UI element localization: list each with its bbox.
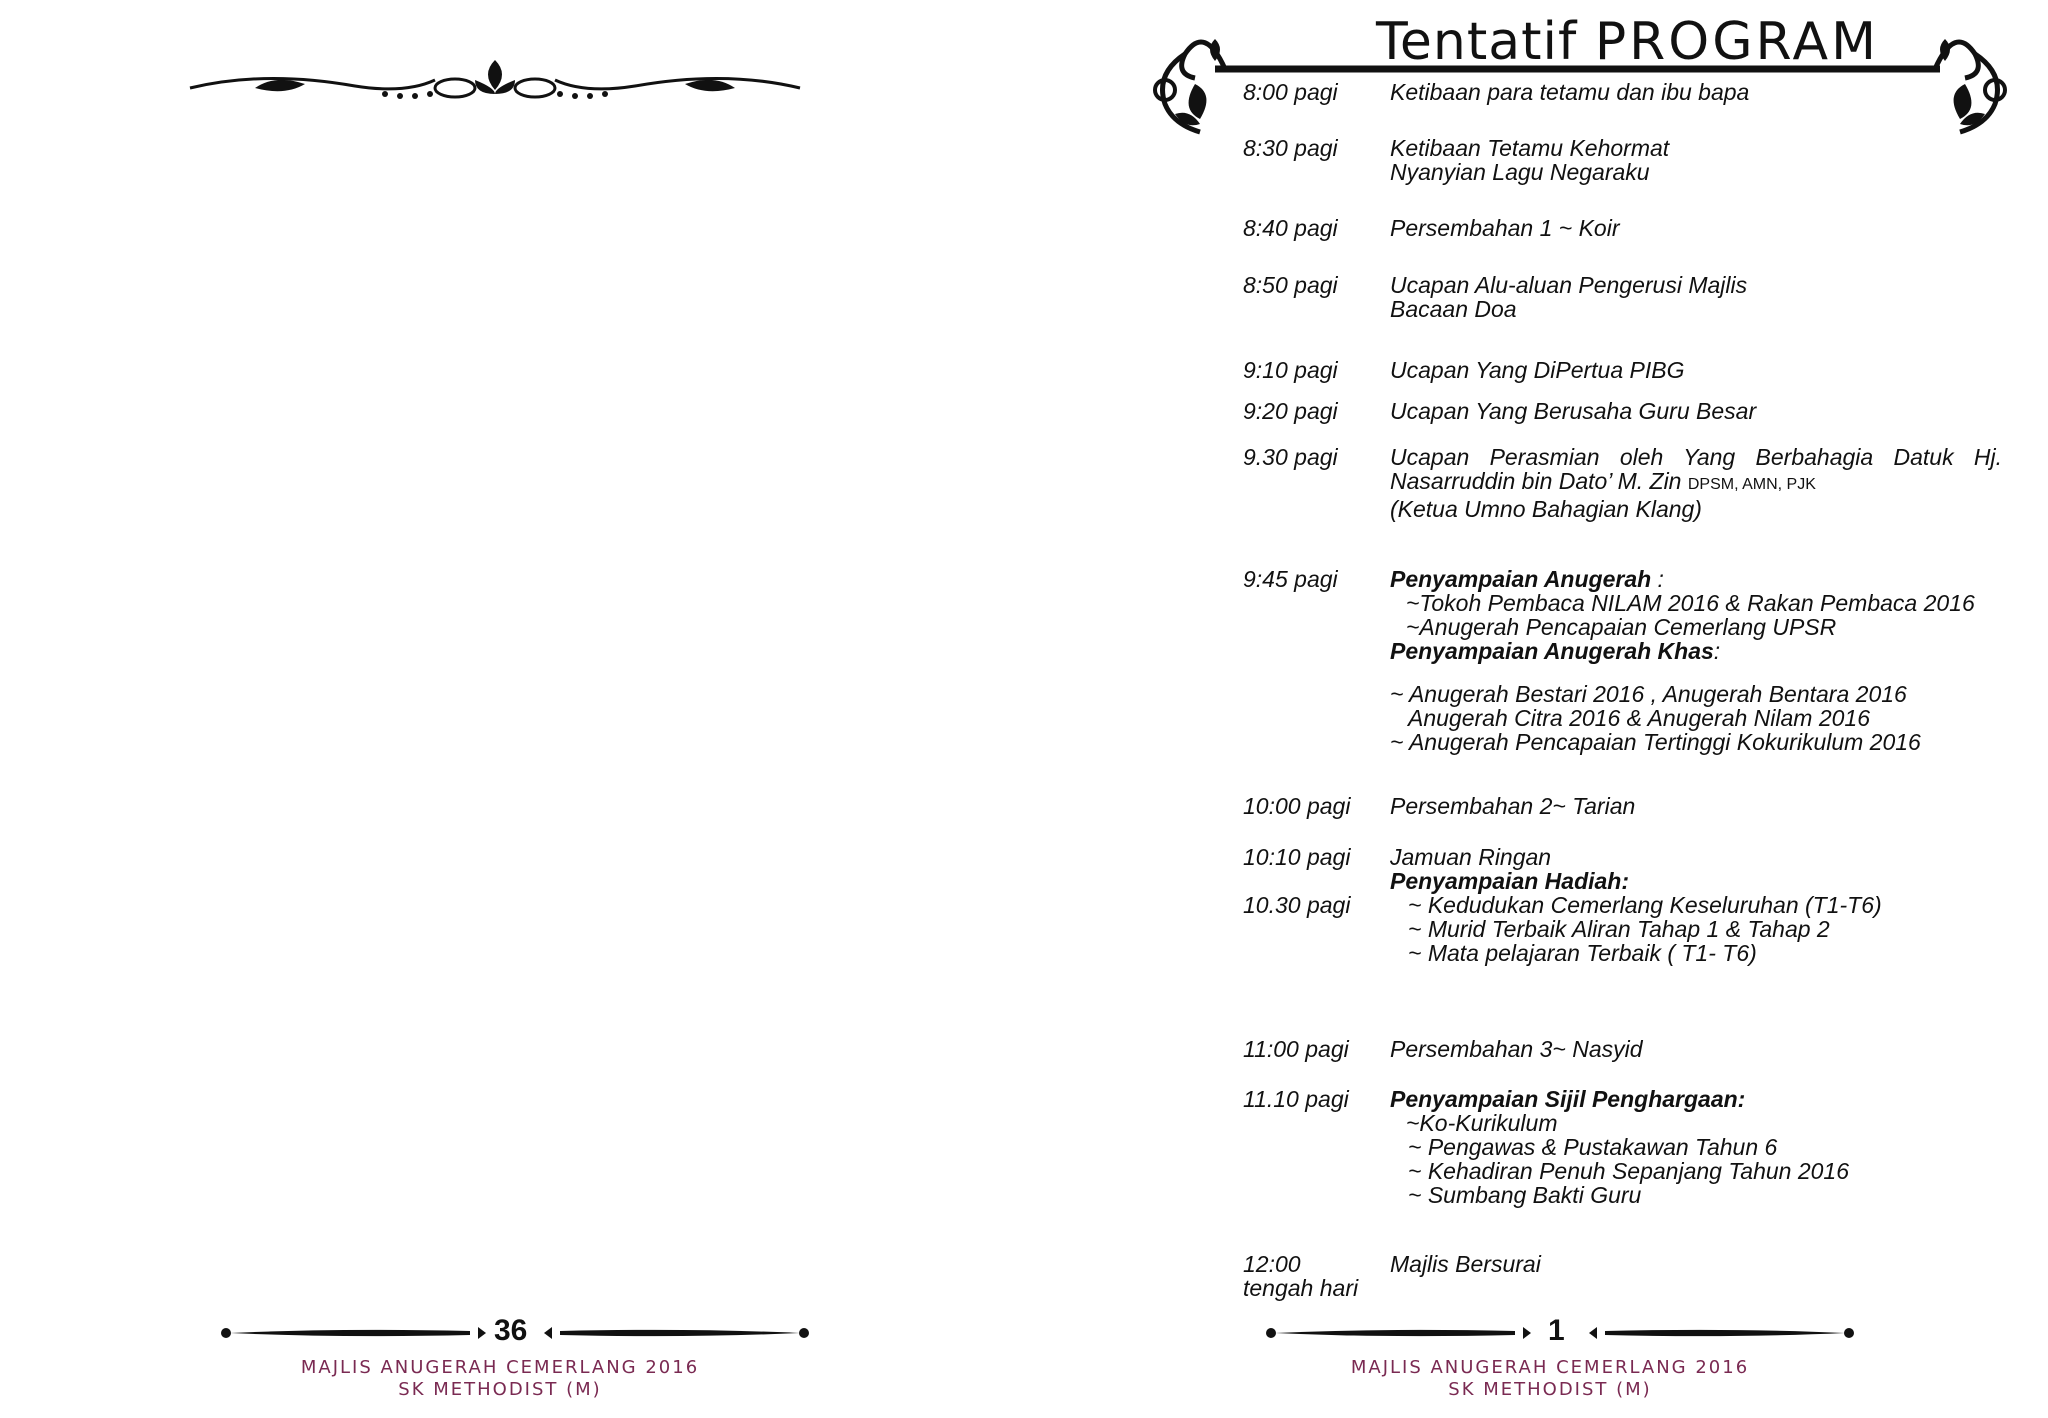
schedule-line: Ketibaan Tetamu Kehormat <box>1390 135 1670 161</box>
schedule-line: Ucapan Alu-aluan Pengerusi Majlis <box>1390 272 1748 298</box>
schedule-line: Nyanyian Lagu Negaraku <box>1390 159 1650 185</box>
schedule-time-b: tengah hari <box>1243 1275 1359 1301</box>
schedule-line: ~Anugerah Pencapaian Cemerlang UPSR <box>1406 614 1837 640</box>
schedule-time: 10:00 pagi <box>1243 793 1351 819</box>
schedule-line: Jamuan Ringan <box>1390 844 1552 870</box>
schedule-line: ~ Sumbang Bakti Guru <box>1408 1182 1642 1208</box>
schedule-line: ~ Kedudukan Cemerlang Keseluruhan (T1-T6) <box>1408 892 1882 918</box>
page-title <box>1376 12 1879 72</box>
schedule-time: 9:45 pagi <box>1243 566 1338 592</box>
title-part2: PROGRAM <box>1594 12 1879 72</box>
schedule-line: : <box>1713 638 1721 664</box>
schedule-line: ~ Anugerah Pencapaian Tertinggi Kokurikulum 2016 <box>1390 729 1921 755</box>
left-footer-line1: MAJLIS ANUGERAH CEMERLANG 2016 <box>300 1357 700 1378</box>
left-footer-text <box>260 1357 740 1401</box>
schedule-line: Persembahan 2~ Tarian <box>1390 793 1636 819</box>
right-page-number: 1 <box>1548 1314 1565 1347</box>
honorific-text: DPSM, AMN, PJK <box>1687 476 1816 493</box>
schedule-time: 8:40 pagi <box>1243 215 1338 241</box>
schedule-line: ~ Murid Terbaik Aliran Tahap 1 & Tahap 2 <box>1408 916 1830 942</box>
schedule-line: ~Ko-Kurikulum <box>1406 1110 1558 1136</box>
schedule-line: Persembahan 1 ~ Koir <box>1390 215 1620 241</box>
right-footer-text <box>1310 1357 1790 1401</box>
schedule-time: 8:50 pagi <box>1243 272 1338 298</box>
schedule-time: 8:30 pagi <box>1243 135 1338 161</box>
schedule-time <box>1243 1252 1383 1300</box>
schedule-heading: Penyampaian Anugerah <box>1390 566 1652 592</box>
schedule-line: Bacaan Doa <box>1390 296 1517 322</box>
schedule-time: 8:00 pagi <box>1243 79 1338 105</box>
schedule-line: : <box>1651 566 1664 592</box>
schedule-time: 11.10 pagi <box>1243 1086 1349 1112</box>
schedule-time <box>1243 845 1383 917</box>
right-footer-line2: SK METHODIST (M) <box>1448 1379 1652 1400</box>
schedule-time-a: 12:00 <box>1243 1251 1301 1277</box>
schedule-line: Majlis Bersurai <box>1390 1251 1541 1277</box>
schedule-heading: Penyampaian Anugerah Khas <box>1390 638 1714 664</box>
schedule-time: 9:10 pagi <box>1243 357 1338 383</box>
title-part1: Tentatif <box>1376 12 1578 72</box>
schedule-line: Ucapan Yang Berusaha Guru Besar <box>1390 398 1757 424</box>
schedule-time: 9.30 pagi <box>1243 444 1338 470</box>
schedule-time-b: 10.30 pagi <box>1243 892 1351 918</box>
schedule-line: ~ Pengawas & Pustakawan Tahun 6 <box>1408 1134 1778 1160</box>
schedule-line: Ucapan Yang DiPertua PIBG <box>1390 357 1685 383</box>
top-flourish-ornament <box>185 52 805 112</box>
left-footer-line2: SK METHODIST (M) <box>398 1379 602 1400</box>
right-footer-line1: MAJLIS ANUGERAH CEMERLANG 2016 <box>1350 1357 1750 1378</box>
schedule-time-a: 10:10 pagi <box>1243 844 1351 870</box>
schedule-line: ~ Anugerah Bestari 2016 , Anugerah Bentara 2016 <box>1390 681 1907 707</box>
schedule-heading: Penyampaian Sijil Penghargaan: <box>1390 1086 1746 1112</box>
left-page-number: 36 <box>494 1314 528 1347</box>
schedule-line: ~ Mata pelajaran Terbaik ( T1- T6) <box>1408 940 1757 966</box>
schedule-line: ~ Kehadiran Penuh Sepanjang Tahun 2016 <box>1408 1158 1850 1184</box>
schedule-time: 11:00 pagi <box>1243 1036 1349 1062</box>
schedule-line: ~Tokoh Pembaca NILAM 2016 & Rakan Pembaca 2016 <box>1406 590 1975 616</box>
schedule-line: Anugerah Citra 2016 & Anugerah Nilam 2016 <box>1408 705 1870 731</box>
schedule-line: (Ketua Umno Bahagian Klang) <box>1390 496 1702 522</box>
schedule-heading: Penyampaian Hadiah: <box>1390 868 1630 894</box>
schedule-time: 9:20 pagi <box>1243 398 1338 424</box>
schedule-line: Persembahan 3~ Nasyid <box>1390 1036 1643 1062</box>
schedule-line: Ketibaan para tetamu dan ibu bapa <box>1390 79 1750 105</box>
schedule-line: Ucapan Perasmian oleh Yang Berbahagia Datuk Hj. <box>1390 444 2002 470</box>
schedule-line: Nasarruddin bin Dato’ M. Zin <box>1390 468 1682 494</box>
